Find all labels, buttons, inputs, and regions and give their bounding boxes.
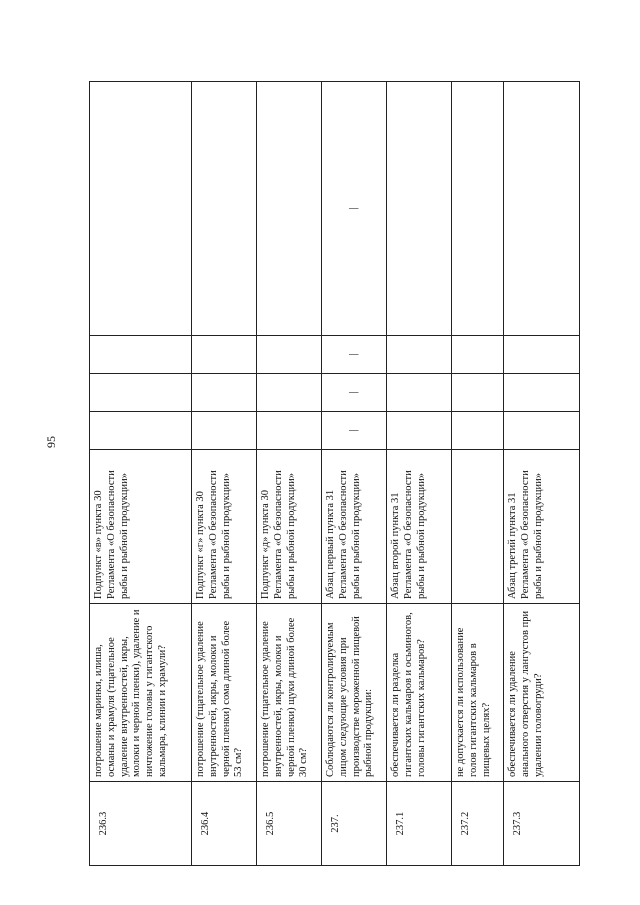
row-number: 236.4 bbox=[192, 782, 257, 866]
answer-yes-cell: | bbox=[322, 412, 387, 450]
table-row bbox=[90, 82, 192, 866]
answer-yes-cell bbox=[452, 412, 504, 450]
question-cell: Соблюдаются ли контролируемым лицом следующие условия при производстве мороженной пищевой рыбной продукции: bbox=[322, 604, 387, 782]
row-number: 236.3 bbox=[90, 782, 192, 866]
answer-no-cell bbox=[387, 374, 452, 412]
question-cell: не допускается ли использование голов гигантских кальмаров в пищевых целях? bbox=[452, 604, 504, 782]
note-cell bbox=[192, 82, 257, 336]
row-number: 237.1 bbox=[387, 782, 452, 866]
answer-no-cell bbox=[504, 374, 580, 412]
question-cell: потрошение (тщательное удаление внутренностей, икры, молоки и черной пленки) сома длиной более 53 см? bbox=[192, 604, 257, 782]
row-number: 237.3 bbox=[504, 782, 580, 866]
answer-na-cell bbox=[387, 336, 452, 374]
table-row bbox=[387, 82, 452, 866]
answer-na-cell bbox=[504, 336, 580, 374]
checklist-table-wrapper bbox=[89, 82, 579, 866]
question-cell: потрошение маринки, илиша, османы и храмуля (тщательное удаление внутренностей, икры, молоки и черной пленки), удаление и ничтожение головы у гигантского кальмара, клинии и храмули? bbox=[90, 604, 192, 782]
row-number: 237.2 bbox=[452, 782, 504, 866]
table-row bbox=[322, 82, 387, 866]
page-number: 95 bbox=[44, 436, 58, 448]
reference-cell: Подпункт «д» пункта 30 Регламента «О безопасности рыбы и рыбной продукции» bbox=[257, 450, 322, 604]
question-cell: обеспечивается ли разделка гигантских кальмаров и осьминогов, головы гигантских кальмаров? bbox=[387, 604, 452, 782]
reference-cell bbox=[452, 450, 504, 604]
answer-yes-cell bbox=[257, 412, 322, 450]
row-number: 237. bbox=[322, 782, 387, 866]
reference-cell: Абзац второй пункта 31 Регламента «О безопасности рыбы и рыбной продукции» bbox=[387, 450, 452, 604]
answer-na-cell: | bbox=[322, 336, 387, 374]
note-cell bbox=[452, 82, 504, 336]
note-cell bbox=[387, 82, 452, 336]
question-cell: обеспечивается ли удаление анального отверстия у лангустов при удалении головогруди? bbox=[504, 604, 580, 782]
table-row bbox=[192, 82, 257, 866]
reference-cell: Подпункт «в» пункта 30 Регламента «О безопасности рыбы и рыбной продукции» bbox=[90, 450, 192, 604]
question-cell: потрошение (тщательное удаление внутренностей, икры, молоки и черной пленки) щуки длиной более 30 см? bbox=[257, 604, 322, 782]
note-cell bbox=[90, 82, 192, 336]
reference-cell: Подпункт «г» пункта 30 Регламента «О безопасности рыбы и рыбной продукции» bbox=[192, 450, 257, 604]
answer-yes-cell bbox=[192, 412, 257, 450]
table-row bbox=[452, 82, 504, 866]
note-cell bbox=[257, 82, 322, 336]
answer-na-cell bbox=[257, 336, 322, 374]
checklist-table bbox=[89, 81, 580, 866]
answer-yes-cell bbox=[387, 412, 452, 450]
reference-cell: Абзац третий пункта 31 Регламента «О безопасности рыбы и рыбной продукции» bbox=[504, 450, 580, 604]
answer-na-cell bbox=[192, 336, 257, 374]
table-row bbox=[257, 82, 322, 866]
answer-yes-cell bbox=[90, 412, 192, 450]
answer-na-cell bbox=[452, 336, 504, 374]
answer-yes-cell bbox=[504, 412, 580, 450]
reference-cell: Абзац первый пункта 31 Регламента «О безопасности рыбы и рыбной продукции» bbox=[322, 450, 387, 604]
answer-no-cell bbox=[90, 374, 192, 412]
answer-no-cell bbox=[452, 374, 504, 412]
answer-na-cell bbox=[90, 336, 192, 374]
answer-no-cell bbox=[192, 374, 257, 412]
note-cell bbox=[504, 82, 580, 336]
table-row bbox=[504, 82, 580, 866]
row-number: 236.5 bbox=[257, 782, 322, 866]
answer-no-cell: | bbox=[322, 374, 387, 412]
answer-no-cell bbox=[257, 374, 322, 412]
note-cell: | bbox=[322, 82, 387, 336]
